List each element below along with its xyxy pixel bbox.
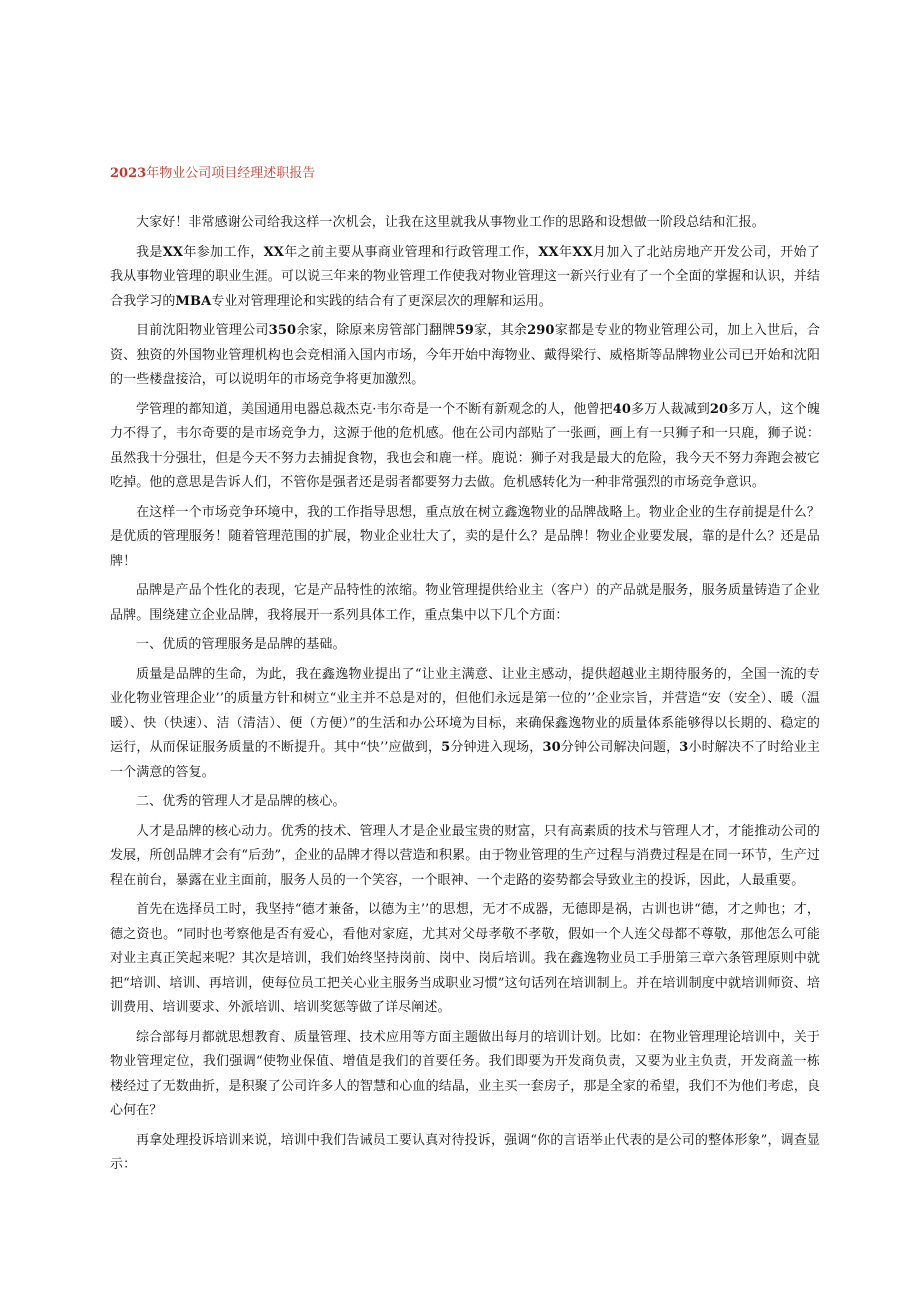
paragraph-greeting: 大家好！非常感谢公司给我这样一次机会，让我在这里就我从事物业工作的思路和设想做一阶段总结和汇报。: [136, 215, 765, 230]
paragraph-quality: 质量是品牌的生命，为此，我在鑫逸物业提出了“让业主满意、让业主感动，提供超越业主期待服务的，全国一流的专业化物业管理企业’’的质量方针和树立“业主并不总是对的，但他们永远是第一位的’’企业宗旨，并营造“安（安全）、暖（温暖）、快（快速）、洁（清洁）、便（方便）”的生活和办公环境为目标，来确保鑫逸物业的质量体系能够得以长期的、稳定的运行，从而保证服务质量的不断提升。其中“快’’应做到，5分钟进入现场，30分钟公司解决问题，3小时解决不了时给业主一个满意的答复。: [110, 666, 820, 780]
paragraph-brand-strategy: 在这样一个市场竞争环境中，我的工作指导思想，重点放在树立鑫逸物业的品牌战略上。物业企业的生存前提是什么？是优质的管理服务！随着管理范围的扩展，物业企业壮大了，卖的是什么？是品牌！物业企业要发展，靠的是什么？还是品牌！: [110, 504, 820, 569]
paragraph-talent: 人才是品牌的核心动力。优秀的技术、管理人才是企业最宝贵的财富，只有高素质的技术与管理人才，才能推动公司的发展，所创品牌才会有“后劲”，企业的品牌才得以营造和积累。由于物业管理的生产过程与消费过程是在同一环节，生产过程在前台，暴露在业主面前，服务人员的一个笑容，一个眼神、一个走路的姿势都会导致业主的投诉，因此，人最重要。: [110, 823, 820, 888]
paragraph-career: 我是XX年参加工作，XX年之前主要从事商业管理和行政管理工作，XX年XX月加入了北站房地产开发公司，开始了我从事物业管理的职业生涯。可以说三年来的物业管理工作使我对物业管理这一新兴行业有了一个全面的掌握和认识，并结合我学习的MBA专业对管理理论和实践的结合有了更深层次的理解和运用。: [110, 244, 820, 309]
paragraph-complaints: 再拿处理投诉培训来说，培训中我们告诫员工要认真对待投诉，强调“你的言语举止代表的是公司的整体形象”，调查显示：: [110, 1132, 820, 1172]
title-year: 2023: [110, 166, 147, 181]
paragraph-hiring: 首先在选择员工时，我坚持“德才兼备，以德为主’’的思想，无才不成器，无德即是祸，古训也讲“德，才之帅也；才，德之资也。“同时也考察他是否有爱心，看他对家庭，尤其对父母孝敬不孝敬，假如一个人连父母都不尊敬，那他怎么可能对业主真正笑起来呢？其次是培训，我们始终坚持岗前、岗中、岗后培训。我在鑫逸物业员工手册第三章六条管理原则中就把“培训、培训、再培训，使每位员工把关心业主服务当成职业习惯”这句话列在培训制上。并在培训制度中就培训师资、培训费用、培训要求、外派培训、培训奖惩等做了详尽阐述。: [110, 902, 820, 1015]
paragraph-brand-definition: 品牌是产品个性化的表现，它是产品特性的浓缩。物业管理提供给业主（客户）的产品就是服务，服务质量铸造了企业品牌。围绕建立企业品牌，我将展开一系列具体工作，重点集中以下几个方面：: [110, 583, 820, 623]
section-heading-2: 二、优秀的管理人才是品牌的核心。: [136, 794, 346, 809]
paragraph-market: 目前沈阳物业管理公司350余家，除原来房管部门翻牌59家，其余290家都是专业的物业管理公司，加上入世后，合资、独资的外国物业管理机构也会竞相涌入国内市场，今年开始中海物业、戴得梁行、威格斯等品牌物业公司已开始和沈阳的一些楼盘接洽，可以说明年的市场竞争将更加激烈。: [110, 323, 820, 387]
title-text: 年物业公司项目经理述职报告: [146, 166, 316, 181]
paragraph-welch: 学管理的都知道，美国通用电器总裁杰克·韦尔奇是一个不断有新观念的人，他曾把40多万人裁减到20多万人，这个魄力不得了，韦尔奇要的是市场竞争力，这源于他的危机感。他在公司内部贴了一张画，画上有一只狮子和一只鹿，狮子说：虽然我十分强壮，但是今天不努力去捕捉食物，我也会和鹿一样。鹿说：狮子对我是最大的危险，我今天不努力奔跑会被它吃掉。他的意思是告诉人们，不管你是强者还是弱者都要努力去做。危机感转化为一种非常强烈的市场竞争意识。: [110, 401, 820, 490]
document-body: [110, 211, 820, 1183]
section-heading-1: 一、优质的管理服务是品牌的基础。: [136, 637, 346, 652]
paragraph-training-plan: 综合部每月都就思想教育、质量管理、技术应用等方面主题做出每月的培训计划。比如：在物业管理理论培训中，关于物业管理定位，我们强调“使物业保值、增值是我们的首要任务。我们即要为开发商负责，又要为业主负责，开发商盖一栋楼经过了无数曲折，是积聚了公司许多人的智慧和心血的结晶，业主买一套房子，那是全家的希望，我们不为他们考虑，良心何在？: [110, 1029, 820, 1118]
document-title: [110, 165, 315, 183]
